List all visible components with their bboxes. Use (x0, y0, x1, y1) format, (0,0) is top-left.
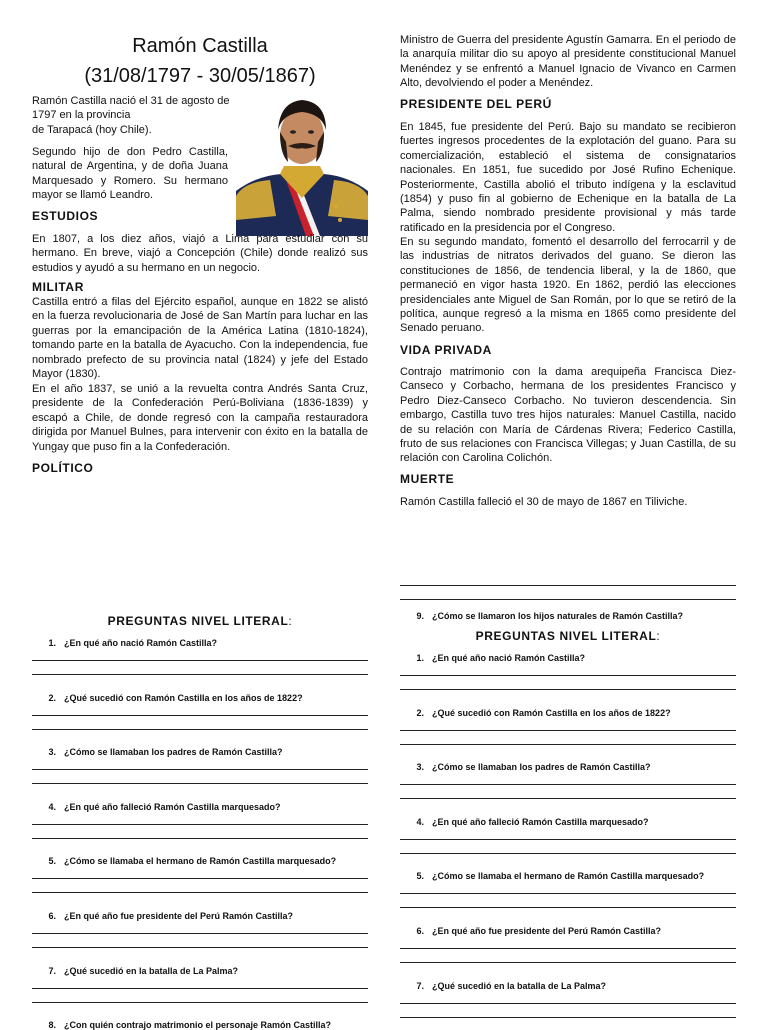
question-1 (32, 638, 217, 648)
answer-line[interactable] (400, 599, 736, 600)
quiz-heading-left (32, 614, 368, 628)
answer-line[interactable] (32, 988, 368, 989)
question-text: ¿Cómo se llamaron los hijos naturales de Ramón Castilla? (432, 611, 684, 621)
answer-line[interactable] (32, 660, 368, 661)
question-text: ¿Cómo se llamaban los padres de Ramón Castilla? (64, 747, 283, 758)
answer-line[interactable] (32, 838, 368, 839)
question-text: ¿En qué año falleció Ramón Castilla marquesado? (432, 816, 649, 827)
question-text: ¿Qué sucedió en la batalla de La Palma? (432, 980, 607, 991)
answer-line[interactable] (400, 853, 736, 854)
section-heading-presidente: PRESIDENTE DEL PERÚ (400, 97, 552, 111)
section-text-vida-privada: Contrajo matrimonio con la dama arequipeña Francisca Diez-Canseco y Corbacho, hermana de los presidentes Francisco y Pedro Diez-Canseco Corbacho. No tuvieron descendencia. Sin embargo, Castilla tuvo tres hijos naturales: Manuel Castilla, nacido de su relación con María de Cárdenas Rivera; Federico Castilla, fruto de sus relaciones con Francisca Villegas; y Juan Castilla, de su relación con Carolina Colichón. (400, 366, 736, 465)
question-number: 3. (48, 747, 56, 758)
answer-line[interactable] (400, 948, 736, 949)
question-2 (400, 708, 671, 718)
quiz-heading-colon: : (288, 614, 293, 628)
answer-line[interactable] (400, 744, 736, 745)
answer-line[interactable] (400, 839, 736, 840)
question-text: ¿En qué año falleció Ramón Castilla marquesado? (64, 801, 281, 812)
question-1 (400, 653, 585, 663)
question-6 (32, 911, 293, 921)
question-number: 2. (416, 707, 424, 718)
question-number: 4. (48, 801, 56, 812)
section-text-muerte: Ramón Castilla falleció el 30 de mayo de 1867 en Tiliviche. (400, 496, 688, 508)
answer-line[interactable] (400, 907, 736, 908)
question-4 (32, 802, 281, 812)
intro-birth-line2: 1797 en la provincia (32, 109, 131, 122)
intro-birth (32, 94, 232, 137)
question-number: 8. (48, 1020, 56, 1030)
answer-line[interactable] (32, 878, 368, 879)
section-text-presidente-1: En 1845, fue presidente del Perú. Bajo su mandato se recibieron fuertes ingresos procedentes de la explotación del guano. Para su comercialización, estableció el sistema de consignatarios nacionales. En 1851, fue sucedido por José Rufino Echenique. Posteriormente, Castilla abolió el tributo indígena y la esclavitud (1854) y puso fin al gobierno de Echenique en la batalla de La Palma, siendo nombrado presidente provisional y más tarde ratificado en la presidencia por el Congreso. (400, 121, 736, 234)
answer-line[interactable] (32, 783, 368, 784)
question-number: 1. (48, 638, 56, 648)
page-title: Ramón Castilla (132, 35, 268, 57)
intro-birth-line1: Ramón Castilla nació el 31 de agosto de (32, 95, 230, 107)
question-5 (32, 856, 336, 866)
question-7 (32, 966, 238, 976)
quiz-heading-colon: : (656, 629, 661, 643)
question-text: ¿Qué sucedió en la batalla de La Palma? (64, 965, 239, 976)
question-number: 6. (416, 926, 424, 936)
answer-line[interactable] (32, 947, 368, 948)
page-dates: (31/08/1797 - 30/05/1867) (84, 65, 316, 87)
section-heading-estudios: ESTUDIOS (32, 209, 99, 223)
question-text: ¿Cómo se llamaba el hermano de Ramón Castilla marquesado? (64, 856, 337, 867)
section-text-politico: Ministro de Guerra del presidente Agustín Gamarra. En el periodo de la anarquía militar dio su apoyo al presidente constitucional Manuel Menéndez y se enfrentó a Manuel Ignacio de Vivanco en Carmen Alto, devolviendo el poder a Menéndez. (400, 34, 736, 90)
question-number: 2. (48, 692, 56, 703)
intro-family: Segundo hijo de don Pedro Castilla, natural de Argentina, y de doña Juana Marquesado y Romero. Su hermano mayor se llamó Leandro. (32, 146, 228, 202)
section-text-militar-2: En el año 1837, se unió a la revuelta contra Andrés Santa Cruz, presidente de la Confederación Perú-Boliviana (1836-1839) y escapó a Chile, de donde regresó con la campaña restauradora dirigida por Manuel Bulnes, para intervenir con éxito en la batalla de Yungay que puso fin a la Confederación. (32, 383, 368, 453)
question-4 (400, 817, 649, 827)
question-number: 6. (48, 911, 56, 921)
question-text: ¿Con quién contrajo matrimonio el personaje Ramón Castilla? (64, 1020, 332, 1030)
section-heading-vida-privada: VIDA PRIVADA (400, 343, 492, 357)
answer-line[interactable] (400, 585, 736, 586)
quiz-heading-text: PREGUNTAS NIVEL LITERAL (107, 614, 289, 628)
answer-line[interactable] (32, 933, 368, 934)
section-text-presidente-2: En su segundo mandato, fomentó el desarrollo del ferrocarril y de las industrias de nitratos derivados del guano. Se dieron las constituciones de 1856, de tendencia liberal, y la de 1860, que permaneció en vigor hasta 1920. En 1862, perdió las elecciones presidenciales ante Miguel de San Román, por lo que se retiró de la política, aunque regresó a la misma en 1865 como presidente del Senado peruano. (400, 236, 736, 335)
question-number: 1. (416, 653, 424, 663)
quiz-heading-right (400, 629, 736, 643)
answer-line[interactable] (400, 962, 736, 963)
question-text: ¿En qué año fue presidente del Perú Ramón Castilla? (432, 926, 662, 936)
question-3 (400, 762, 651, 772)
question-number: 4. (416, 816, 424, 827)
question-text: ¿Cómo se llamaban los padres de Ramón Castilla? (432, 762, 651, 773)
intro-birth-line3: de Tarapacá (hoy Chile). (32, 123, 152, 136)
question-6 (400, 926, 661, 936)
question-text: ¿En qué año nació Ramón Castilla? (432, 653, 586, 663)
answer-line[interactable] (32, 824, 368, 825)
answer-line[interactable] (32, 1002, 368, 1003)
answer-line[interactable] (32, 892, 368, 893)
answer-line[interactable] (400, 689, 736, 690)
portrait-image (236, 96, 368, 236)
answer-line[interactable] (32, 715, 368, 716)
section-text-estudios: En 1807, a los diez años, viajó a Lima para estudiar con su hermano. En breve, viajó a Concepción (Chile) donde realizó sus estudios y ayudó a su hermano en un negocio. (32, 233, 368, 274)
question-2 (32, 693, 303, 703)
question-number: 5. (48, 856, 56, 867)
question-text: ¿Qué sucedió con Ramón Castilla en los años de 1822? (432, 707, 671, 718)
section-heading-politico: POLÍTICO (32, 461, 94, 475)
section-text-militar-1: Castilla entró a filas del Ejército español, aunque en 1822 se alistó en la fuerza revolucionaria de José de San Martín para luchar en las guerras por la emancipación de la América Latina (1810-1824), tomando parte en la batalla de Ayacucho. Con la independencia, fue nombrado prefecto de su provincia natal (1824) y jefe del Estado Mayor (1830). (32, 296, 368, 381)
answer-line[interactable] (400, 730, 736, 731)
question-5 (400, 871, 704, 881)
answer-line[interactable] (400, 784, 736, 785)
question-number: 7. (416, 980, 424, 991)
answer-line[interactable] (400, 798, 736, 799)
question-text: ¿Qué sucedió con Ramón Castilla en los años de 1822? (64, 692, 303, 703)
quiz-heading-text: PREGUNTAS NIVEL LITERAL (475, 629, 657, 643)
question-text: ¿En qué año nació Ramón Castilla? (64, 638, 218, 648)
question-3 (32, 747, 283, 757)
section-heading-militar: MILITAR (32, 280, 84, 294)
answer-line[interactable] (32, 674, 368, 675)
answer-line[interactable] (400, 675, 736, 676)
answer-line[interactable] (400, 1003, 736, 1004)
answer-line[interactable] (400, 893, 736, 894)
question-7 (400, 981, 606, 991)
answer-line[interactable] (32, 769, 368, 770)
question-number: 5. (416, 871, 424, 882)
answer-line[interactable] (32, 729, 368, 730)
question-number: 7. (48, 965, 56, 976)
question-text: ¿En qué año fue presidente del Perú Ramón Castilla? (64, 911, 294, 921)
question-text: ¿Cómo se llamaba el hermano de Ramón Castilla marquesado? (432, 871, 705, 882)
answer-line[interactable] (400, 1017, 736, 1018)
question-8 (32, 1020, 331, 1030)
question-number: 9. (416, 611, 424, 621)
question-number: 3. (416, 762, 424, 773)
question-9 (400, 611, 683, 621)
section-heading-muerte: MUERTE (400, 472, 455, 486)
